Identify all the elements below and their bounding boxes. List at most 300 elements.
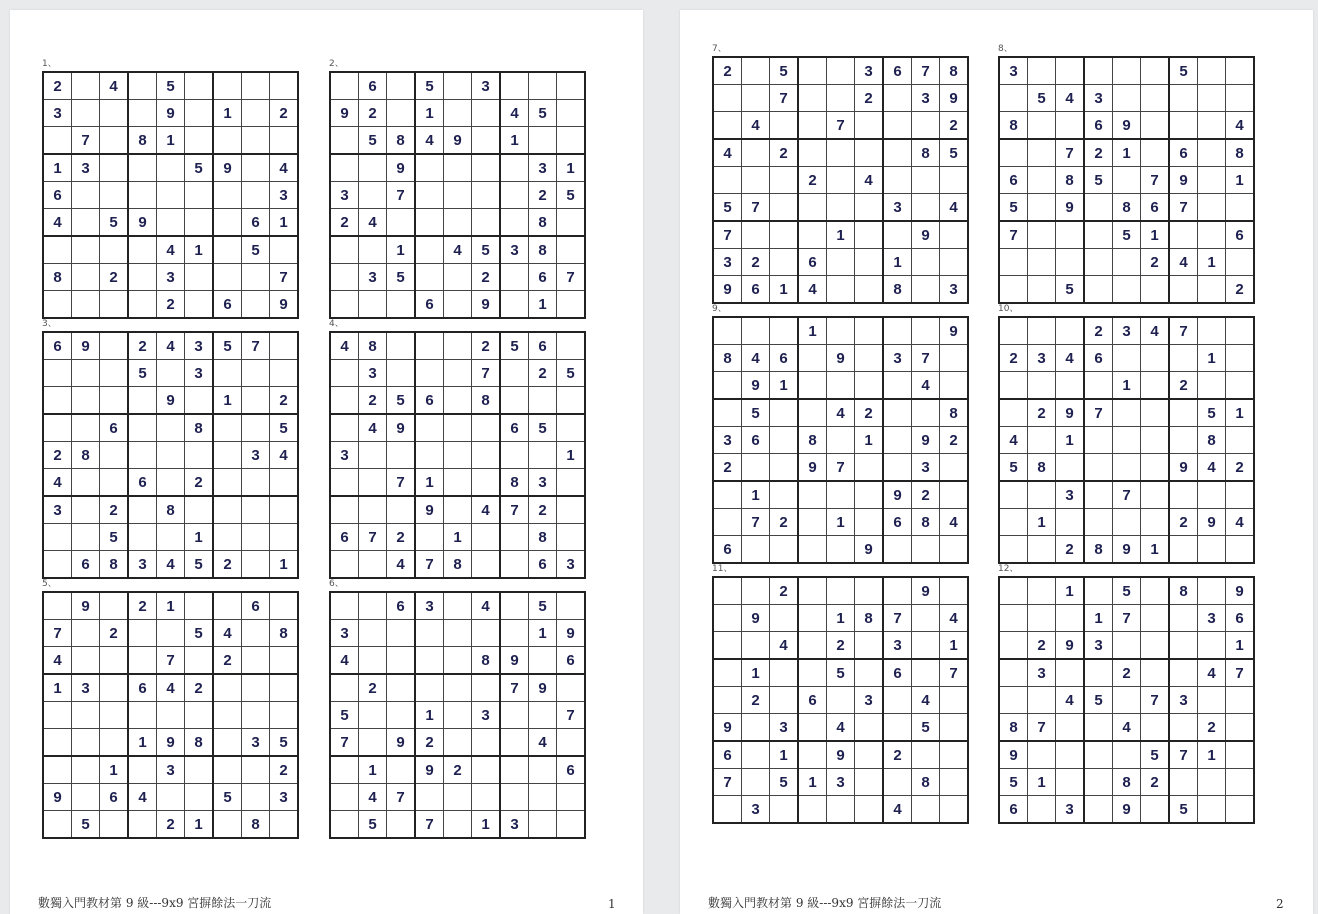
grid-cell: 6 bbox=[100, 784, 129, 811]
grid-cell: 8 bbox=[387, 127, 416, 155]
grid-cell: 5 bbox=[1198, 399, 1226, 427]
grid-cell: 9 bbox=[157, 387, 185, 415]
grid-cell bbox=[883, 221, 912, 249]
grid-cell bbox=[100, 100, 129, 127]
grid-row bbox=[999, 276, 1254, 304]
grid-row bbox=[330, 154, 585, 182]
grid-row bbox=[330, 674, 585, 702]
grid-cell bbox=[157, 524, 185, 551]
grid-cell bbox=[557, 100, 586, 127]
grid-cell bbox=[883, 167, 912, 194]
sudoku-grid bbox=[42, 591, 299, 839]
grid-cell bbox=[855, 372, 884, 400]
grid-cell: 4 bbox=[43, 647, 72, 675]
grid-cell: 1 bbox=[798, 317, 827, 345]
grid-cell bbox=[1141, 605, 1170, 632]
grid-cell bbox=[444, 496, 472, 524]
grid-cell bbox=[1028, 481, 1056, 509]
grid-cell bbox=[128, 647, 157, 675]
grid-cell: 8 bbox=[1198, 427, 1226, 454]
grid-cell: 1 bbox=[128, 729, 157, 757]
grid-row bbox=[999, 345, 1254, 372]
grid-cell bbox=[557, 236, 586, 264]
sudoku-grid bbox=[998, 56, 1255, 304]
grid-cell bbox=[100, 182, 129, 209]
grid-cell bbox=[157, 469, 185, 497]
footer-title: 數獨入門教材第 9 級---9x9 宮摒餘法一刀流 bbox=[38, 896, 272, 910]
grid-cell: 3 bbox=[128, 551, 157, 579]
grid-cell bbox=[770, 687, 799, 714]
grid-cell bbox=[827, 194, 855, 222]
grid-cell bbox=[444, 620, 472, 647]
grid-cell: 1 bbox=[213, 387, 242, 415]
grid-row bbox=[713, 605, 968, 632]
grid-cell bbox=[472, 100, 501, 127]
grid-cell bbox=[185, 182, 214, 209]
grid-cell bbox=[72, 100, 100, 127]
sudoku-grid bbox=[712, 576, 969, 824]
grid-cell: 3 bbox=[157, 756, 185, 784]
grid-cell: 9 bbox=[330, 100, 359, 127]
grid-cell: 3 bbox=[359, 360, 387, 387]
grid-cell bbox=[713, 317, 742, 345]
grid-cell bbox=[1084, 714, 1113, 742]
grid-cell bbox=[557, 72, 586, 100]
grid-row bbox=[330, 729, 585, 757]
grid-cell bbox=[444, 332, 472, 360]
page-2 bbox=[680, 10, 1313, 914]
grid-cell: 9 bbox=[415, 496, 444, 524]
grid-cell bbox=[472, 414, 501, 442]
grid-row bbox=[999, 536, 1254, 564]
grid-cell: 1 bbox=[185, 236, 214, 264]
grid-cell: 4 bbox=[827, 399, 855, 427]
grid-row bbox=[999, 139, 1254, 167]
grid-cell bbox=[415, 360, 444, 387]
grid-cell: 2 bbox=[270, 100, 299, 127]
grid-cell: 1 bbox=[1056, 577, 1085, 605]
grid-cell bbox=[213, 729, 242, 757]
grid-cell bbox=[213, 469, 242, 497]
grid-cell bbox=[742, 167, 770, 194]
grid-cell bbox=[128, 100, 157, 127]
grid-row bbox=[43, 811, 298, 839]
grid-cell bbox=[999, 372, 1028, 400]
grid-cell: 3 bbox=[1028, 345, 1056, 372]
grid-cell: 7 bbox=[387, 182, 416, 209]
grid-cell bbox=[128, 154, 157, 182]
grid-cell: 2 bbox=[770, 139, 799, 167]
grid-cell: 7 bbox=[270, 264, 299, 291]
grid-row bbox=[713, 372, 968, 400]
puzzle-label: 12、 bbox=[998, 564, 1019, 574]
grid-cell: 7 bbox=[1169, 194, 1198, 222]
grid-cell bbox=[43, 756, 72, 784]
grid-cell: 2 bbox=[100, 620, 129, 647]
grid-cell: 9 bbox=[157, 729, 185, 757]
puzzle-label: 11、 bbox=[712, 564, 733, 574]
grid-cell: 2 bbox=[128, 592, 157, 620]
grid-cell bbox=[999, 481, 1028, 509]
grid-cell bbox=[827, 317, 855, 345]
grid-cell bbox=[770, 536, 799, 564]
grid-cell: 7 bbox=[940, 659, 969, 687]
grid-cell bbox=[855, 632, 884, 660]
grid-cell: 1 bbox=[827, 509, 855, 536]
grid-row bbox=[999, 221, 1254, 249]
grid-cell bbox=[912, 536, 940, 564]
grid-row bbox=[999, 317, 1254, 345]
grid-cell bbox=[770, 112, 799, 140]
grid-cell bbox=[242, 72, 270, 100]
grid-cell bbox=[1169, 714, 1198, 742]
grid-row bbox=[43, 236, 298, 264]
grid-cell bbox=[999, 509, 1028, 536]
puzzle-label: 7、 bbox=[712, 44, 727, 54]
grid-cell bbox=[1113, 741, 1141, 769]
grid-cell bbox=[500, 620, 529, 647]
grid-cell bbox=[330, 784, 359, 811]
grid-cell: 4 bbox=[912, 687, 940, 714]
grid-cell: 6 bbox=[883, 659, 912, 687]
grid-cell: 9 bbox=[72, 592, 100, 620]
grid-cell: 9 bbox=[798, 454, 827, 482]
grid-cell: 2 bbox=[444, 756, 472, 784]
grid-cell: 1 bbox=[100, 756, 129, 784]
grid-row bbox=[713, 577, 968, 605]
grid-cell bbox=[742, 769, 770, 796]
grid-cell bbox=[1028, 139, 1056, 167]
grid-cell bbox=[1141, 481, 1170, 509]
puzzle-label: 1、 bbox=[42, 59, 57, 69]
grid-cell: 1 bbox=[1028, 769, 1056, 796]
grid-cell bbox=[770, 481, 799, 509]
grid-cell bbox=[827, 249, 855, 276]
grid-cell: 4 bbox=[1169, 249, 1198, 276]
grid-row bbox=[713, 345, 968, 372]
grid-cell: 2 bbox=[827, 632, 855, 660]
grid-cell bbox=[912, 796, 940, 824]
grid-cell: 1 bbox=[1113, 372, 1141, 400]
grid-cell bbox=[242, 154, 270, 182]
grid-cell bbox=[1113, 454, 1141, 482]
grid-cell bbox=[1028, 577, 1056, 605]
grid-cell: 9 bbox=[472, 291, 501, 319]
grid-cell bbox=[529, 127, 557, 155]
grid-cell bbox=[472, 674, 501, 702]
grid-cell: 2 bbox=[1169, 372, 1198, 400]
grid-cell bbox=[387, 496, 416, 524]
grid-cell: 4 bbox=[1113, 714, 1141, 742]
grid-cell bbox=[742, 221, 770, 249]
grid-cell bbox=[330, 469, 359, 497]
grid-cell bbox=[213, 674, 242, 702]
grid-cell: 9 bbox=[128, 209, 157, 237]
grid-cell: 9 bbox=[1226, 577, 1255, 605]
grid-cell: 1 bbox=[185, 811, 214, 839]
grid-cell bbox=[1169, 659, 1198, 687]
grid-cell: 2 bbox=[999, 345, 1028, 372]
grid-cell: 6 bbox=[529, 551, 557, 579]
grid-cell bbox=[387, 811, 416, 839]
grid-cell: 2 bbox=[472, 264, 501, 291]
grid-cell bbox=[1028, 536, 1056, 564]
sudoku-grid bbox=[712, 316, 969, 564]
grid-cell bbox=[157, 702, 185, 729]
grid-cell: 8 bbox=[185, 414, 214, 442]
grid-cell: 7 bbox=[883, 605, 912, 632]
grid-row bbox=[713, 687, 968, 714]
grid-cell bbox=[330, 592, 359, 620]
grid-cell bbox=[1028, 112, 1056, 140]
grid-cell bbox=[1198, 769, 1226, 796]
grid-cell bbox=[444, 264, 472, 291]
grid-row bbox=[43, 592, 298, 620]
grid-cell: 5 bbox=[185, 551, 214, 579]
grid-cell bbox=[72, 236, 100, 264]
grid-cell: 6 bbox=[330, 524, 359, 551]
grid-cell bbox=[1028, 249, 1056, 276]
grid-cell: 1 bbox=[855, 427, 884, 454]
grid-cell bbox=[185, 387, 214, 415]
grid-cell: 3 bbox=[912, 454, 940, 482]
grid-cell bbox=[713, 481, 742, 509]
grid-row bbox=[713, 714, 968, 742]
grid-cell: 2 bbox=[213, 551, 242, 579]
grid-cell: 2 bbox=[1169, 509, 1198, 536]
grid-cell bbox=[883, 317, 912, 345]
grid-cell: 1 bbox=[185, 524, 214, 551]
grid-cell bbox=[557, 469, 586, 497]
grid-cell bbox=[500, 524, 529, 551]
grid-cell: 1 bbox=[883, 249, 912, 276]
grid-cell bbox=[157, 360, 185, 387]
grid-cell: 4 bbox=[999, 427, 1028, 454]
grid-cell: 1 bbox=[1113, 139, 1141, 167]
grid-cell: 2 bbox=[1113, 659, 1141, 687]
grid-cell bbox=[883, 577, 912, 605]
grid-cell: 9 bbox=[1056, 194, 1085, 222]
grid-cell: 3 bbox=[713, 427, 742, 454]
grid-cell: 8 bbox=[1056, 167, 1085, 194]
grid-cell: 9 bbox=[1056, 632, 1085, 660]
grid-cell bbox=[1084, 372, 1113, 400]
grid-cell: 1 bbox=[43, 674, 72, 702]
grid-cell: 6 bbox=[500, 414, 529, 442]
grid-cell: 5 bbox=[557, 360, 586, 387]
grid-cell: 2 bbox=[472, 332, 501, 360]
sudoku-grid bbox=[329, 71, 586, 319]
grid-row bbox=[999, 112, 1254, 140]
grid-cell: 6 bbox=[529, 332, 557, 360]
grid-cell bbox=[1084, 221, 1113, 249]
grid-cell bbox=[185, 496, 214, 524]
grid-cell: 1 bbox=[270, 209, 299, 237]
grid-cell bbox=[827, 427, 855, 454]
grid-cell bbox=[270, 332, 299, 360]
grid-cell bbox=[557, 127, 586, 155]
grid-cell: 2 bbox=[270, 756, 299, 784]
grid-cell bbox=[1198, 85, 1226, 112]
grid-cell bbox=[185, 702, 214, 729]
grid-cell bbox=[1226, 345, 1255, 372]
grid-cell bbox=[270, 592, 299, 620]
grid-cell bbox=[387, 100, 416, 127]
grid-cell: 8 bbox=[444, 551, 472, 579]
grid-cell: 7 bbox=[912, 345, 940, 372]
grid-cell: 4 bbox=[827, 714, 855, 742]
grid-row bbox=[43, 209, 298, 237]
grid-cell bbox=[1169, 221, 1198, 249]
grid-cell: 3 bbox=[940, 276, 969, 304]
grid-cell bbox=[472, 127, 501, 155]
grid-cell bbox=[387, 332, 416, 360]
grid-cell: 9 bbox=[827, 345, 855, 372]
grid-cell bbox=[415, 209, 444, 237]
grid-cell: 2 bbox=[1141, 769, 1170, 796]
grid-cell: 2 bbox=[1084, 317, 1113, 345]
grid-cell bbox=[742, 85, 770, 112]
grid-cell: 4 bbox=[444, 236, 472, 264]
grid-cell: 6 bbox=[359, 72, 387, 100]
grid-cell bbox=[100, 442, 129, 469]
grid-cell: 3 bbox=[883, 194, 912, 222]
grid-cell: 2 bbox=[883, 741, 912, 769]
grid-cell: 9 bbox=[387, 154, 416, 182]
grid-cell bbox=[742, 714, 770, 742]
grid-cell: 3 bbox=[472, 72, 501, 100]
grid-cell bbox=[100, 469, 129, 497]
grid-cell: 5 bbox=[529, 100, 557, 127]
grid-cell bbox=[1028, 687, 1056, 714]
grid-cell bbox=[1169, 481, 1198, 509]
grid-cell bbox=[883, 714, 912, 742]
grid-cell: 5 bbox=[1084, 687, 1113, 714]
grid-cell: 4 bbox=[855, 167, 884, 194]
grid-cell: 3 bbox=[359, 264, 387, 291]
grid-cell bbox=[213, 236, 242, 264]
grid-cell bbox=[1113, 632, 1141, 660]
grid-cell: 5 bbox=[770, 57, 799, 85]
grid-cell: 5 bbox=[359, 811, 387, 839]
grid-cell bbox=[1141, 372, 1170, 400]
grid-cell: 7 bbox=[713, 221, 742, 249]
grid-cell: 6 bbox=[798, 687, 827, 714]
grid-cell bbox=[500, 154, 529, 182]
grid-cell bbox=[387, 291, 416, 319]
grid-cell bbox=[1113, 276, 1141, 304]
grid-cell bbox=[444, 100, 472, 127]
grid-cell: 1 bbox=[415, 469, 444, 497]
grid-cell: 6 bbox=[557, 647, 586, 675]
grid-cell: 3 bbox=[883, 345, 912, 372]
grid-cell bbox=[827, 481, 855, 509]
grid-cell bbox=[1169, 769, 1198, 796]
grid-row bbox=[43, 551, 298, 579]
grid-cell bbox=[912, 741, 940, 769]
grid-cell bbox=[43, 291, 72, 319]
grid-cell bbox=[770, 427, 799, 454]
grid-cell: 3 bbox=[185, 360, 214, 387]
grid-cell bbox=[1113, 85, 1141, 112]
grid-cell: 3 bbox=[883, 632, 912, 660]
grid-cell bbox=[444, 291, 472, 319]
grid-cell bbox=[742, 317, 770, 345]
grid-cell: 2 bbox=[100, 264, 129, 291]
grid-cell bbox=[359, 647, 387, 675]
grid-row bbox=[330, 469, 585, 497]
grid-cell bbox=[330, 756, 359, 784]
grid-row bbox=[713, 481, 968, 509]
sudoku-puzzle bbox=[42, 579, 299, 839]
grid-cell: 3 bbox=[529, 154, 557, 182]
grid-cell bbox=[43, 702, 72, 729]
grid-cell bbox=[359, 291, 387, 319]
grid-cell bbox=[213, 442, 242, 469]
grid-row bbox=[43, 524, 298, 551]
grid-row bbox=[43, 674, 298, 702]
grid-cell bbox=[500, 729, 529, 757]
grid-row bbox=[713, 796, 968, 824]
grid-cell bbox=[500, 72, 529, 100]
grid-cell: 6 bbox=[883, 57, 912, 85]
grid-cell bbox=[999, 85, 1028, 112]
grid-cell bbox=[100, 332, 129, 360]
grid-cell: 3 bbox=[472, 702, 501, 729]
grid-cell: 7 bbox=[1141, 167, 1170, 194]
grid-cell bbox=[827, 57, 855, 85]
grid-cell: 6 bbox=[415, 387, 444, 415]
grid-cell: 7 bbox=[557, 264, 586, 291]
grid-cell: 8 bbox=[798, 427, 827, 454]
grid-cell bbox=[1169, 632, 1198, 660]
grid-cell: 5 bbox=[128, 360, 157, 387]
grid-cell bbox=[1084, 249, 1113, 276]
grid-cell bbox=[359, 592, 387, 620]
grid-cell: 3 bbox=[1113, 317, 1141, 345]
grid-cell bbox=[770, 167, 799, 194]
grid-cell: 4 bbox=[213, 620, 242, 647]
grid-cell bbox=[1084, 454, 1113, 482]
sudoku-puzzle bbox=[998, 44, 1255, 304]
grid-cell: 3 bbox=[330, 620, 359, 647]
grid-cell: 2 bbox=[359, 674, 387, 702]
grid-cell bbox=[529, 72, 557, 100]
grid-cell bbox=[500, 387, 529, 415]
grid-cell bbox=[1141, 509, 1170, 536]
sudoku-puzzle bbox=[712, 304, 969, 564]
grid-cell: 1 bbox=[827, 221, 855, 249]
grid-cell bbox=[185, 442, 214, 469]
grid-row bbox=[43, 100, 298, 127]
grid-cell: 1 bbox=[387, 236, 416, 264]
grid-cell bbox=[557, 524, 586, 551]
grid-cell: 5 bbox=[999, 769, 1028, 796]
grid-cell bbox=[557, 209, 586, 237]
grid-cell: 4 bbox=[500, 100, 529, 127]
grid-cell bbox=[1028, 605, 1056, 632]
grid-cell: 9 bbox=[270, 291, 299, 319]
grid-cell: 3 bbox=[855, 687, 884, 714]
grid-cell bbox=[43, 524, 72, 551]
sudoku-grid bbox=[42, 331, 299, 579]
grid-cell: 4 bbox=[1056, 687, 1085, 714]
grid-cell: 7 bbox=[415, 551, 444, 579]
grid-cell bbox=[242, 469, 270, 497]
grid-cell bbox=[415, 154, 444, 182]
grid-cell: 1 bbox=[742, 659, 770, 687]
grid-cell: 3 bbox=[1028, 659, 1056, 687]
